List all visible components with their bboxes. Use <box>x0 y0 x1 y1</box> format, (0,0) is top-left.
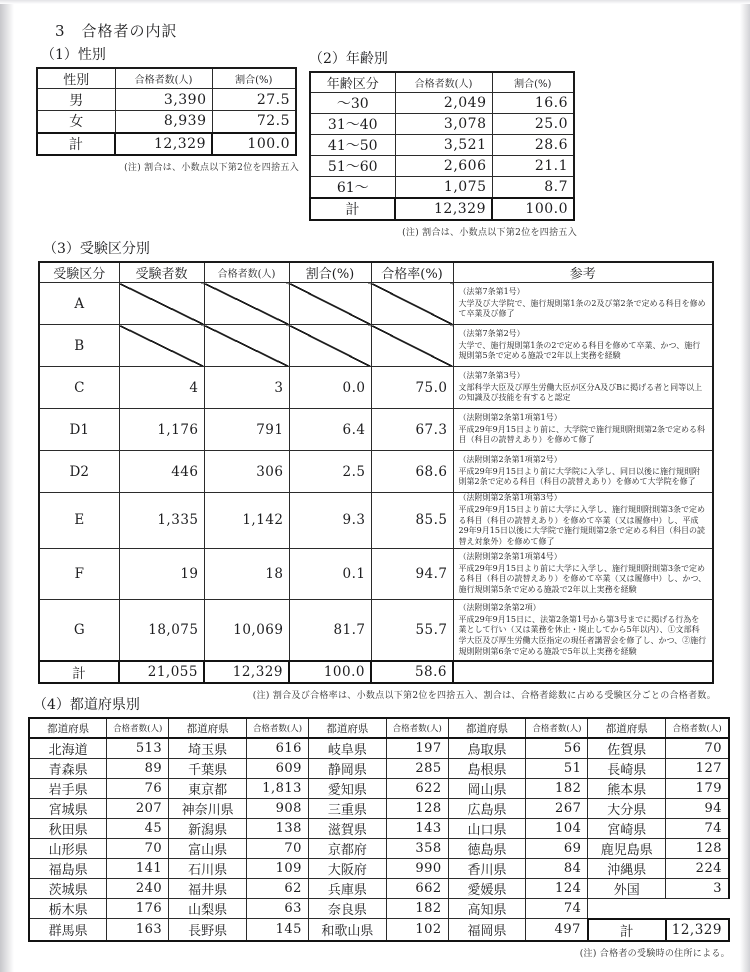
reference-body: 平成29年9月15日より前に、大学院で施行規則附則第2条で定める科目（科目の読替えあり）を修めて修了 <box>458 424 706 445</box>
value-cell: 306 <box>204 451 289 493</box>
column-header: 受験区分 <box>39 262 119 283</box>
column-header: 割合(%) <box>492 72 574 93</box>
reference-title: （法第7条第2号） <box>458 328 525 338</box>
category-code-cell: D1 <box>39 409 119 451</box>
total-row <box>37 133 296 155</box>
table-row <box>39 493 713 549</box>
table-row <box>39 325 713 367</box>
prefecture-count-cell: 102 <box>386 919 448 941</box>
total-value-cell: 12,329 <box>204 661 289 683</box>
column-header: 都道府県 <box>308 718 386 738</box>
column-header: 合格者数(人) <box>247 718 309 738</box>
prefecture-name-cell: 沖縄県 <box>588 859 666 879</box>
prefecture-name-cell: 長崎県 <box>588 759 666 779</box>
value-cell: 8.7 <box>492 177 574 199</box>
prefecture-count-cell: 990 <box>386 859 448 879</box>
gender-section <box>36 44 299 173</box>
value-cell: 18 <box>204 548 289 599</box>
reference-cell <box>453 325 713 367</box>
row-label-cell: 51～60 <box>310 156 395 177</box>
prefecture-name-cell: 三重県 <box>308 799 386 819</box>
value-cell: 72.5 <box>212 111 296 133</box>
prefecture-name-cell: 外国 <box>588 879 666 899</box>
value-cell: 2,606 <box>395 156 492 177</box>
total-label-cell: 計 <box>39 661 119 683</box>
value-cell: 8,939 <box>115 111 212 133</box>
empty-cell <box>666 899 729 919</box>
prefecture-name-cell: 香川県 <box>448 859 526 879</box>
reference-cell <box>453 548 713 599</box>
total-value-cell: 12,329 <box>115 133 212 155</box>
empty-reference-cell <box>453 661 713 683</box>
reference-title: （法附則第2条第2項） <box>458 602 541 612</box>
value-cell: 75.0 <box>371 367 453 409</box>
total-row <box>310 198 574 220</box>
total-row <box>39 661 713 683</box>
prefecture-name-cell: 愛知県 <box>308 779 386 799</box>
table-row <box>39 283 713 325</box>
prefecture-count-cell: 104 <box>526 819 588 839</box>
prefecture-count-cell: 128 <box>386 799 448 819</box>
prefecture-name-cell: 茨城県 <box>29 879 107 899</box>
value-cell: 3,390 <box>115 89 212 111</box>
category-section <box>38 238 716 701</box>
column-header: 合格者数(人) <box>204 262 289 283</box>
prefecture-name-cell: 岩手県 <box>29 779 107 799</box>
prefecture-name-cell: 山梨県 <box>169 899 247 919</box>
prefecture-count-cell: 62 <box>247 879 309 899</box>
table-row <box>39 367 713 409</box>
prefecture-name-cell: 滋賀県 <box>308 819 386 839</box>
prefecture-name-cell: 徳島県 <box>448 839 526 859</box>
prefecture-count-cell: 76 <box>107 779 169 799</box>
value-cell: 1,075 <box>395 177 492 199</box>
prefecture-count-cell: 207 <box>107 799 169 819</box>
age-section-heading: （2）年齢別 <box>309 51 388 67</box>
total-value-cell: 12,329 <box>666 919 729 941</box>
table-row <box>310 135 574 156</box>
value-cell: 1,335 <box>119 493 204 549</box>
prefecture-table-note: (注) 合格者の受験時の住所による。 <box>579 948 730 959</box>
category-table-note: (注) 割合及び合格率は、小数点以下第2位を四捨五入、割合は、合格者総数に占める受験区分ごとの合格者数。 <box>252 691 716 702</box>
gender-table-head <box>37 68 296 89</box>
category-code-cell: G <box>39 599 119 661</box>
prefecture-name-cell: 富山県 <box>169 839 247 859</box>
value-cell: 19 <box>119 548 204 599</box>
table-row <box>39 599 713 661</box>
column-header: 年齢区分 <box>310 72 395 93</box>
prefecture-name-cell: 佐賀県 <box>588 738 666 759</box>
row-label-cell: 61～ <box>310 177 395 199</box>
prefecture-count-cell: 497 <box>526 919 588 941</box>
diagonal-cell <box>289 283 371 325</box>
prefecture-section-heading: （4）都道府県別 <box>33 697 140 713</box>
total-value-cell: 100.0 <box>289 661 371 683</box>
prefecture-count-cell: 285 <box>386 759 448 779</box>
table-row <box>39 548 713 599</box>
scan-edge-left <box>0 0 14 972</box>
reference-title: （法第7条第1号） <box>458 286 525 296</box>
prefecture-count-cell: 908 <box>247 799 309 819</box>
prefecture-count-cell: 69 <box>526 839 588 859</box>
reference-body: 平成29年9月15日より前に大学院に入学し、同日以後に施行規則附則第2条で定める科目（科目の読替えあり）を修めて大学院を修了 <box>458 466 700 487</box>
prefecture-name-cell: 鳥取県 <box>448 738 526 759</box>
prefecture-count-cell: 616 <box>247 738 309 759</box>
table-row <box>37 89 296 111</box>
diagonal-cell <box>371 325 453 367</box>
header-row <box>37 68 296 89</box>
reference-title: （法附則第2条第1項第1号） <box>458 412 562 422</box>
prefecture-section <box>28 694 730 959</box>
prefecture-name-cell: 広島県 <box>448 799 526 819</box>
table-row <box>29 919 729 941</box>
prefecture-name-cell: 高知県 <box>448 899 526 919</box>
reference-cell <box>453 367 713 409</box>
reference-cell <box>453 493 713 549</box>
diagonal-cell <box>119 283 204 325</box>
reference-body: 大学で、施行規則第1条の2で定める科目を修めて卒業、かつ、施行規則第5条で定める施設で2年以上実務を経験 <box>458 340 701 361</box>
header-row <box>29 718 729 738</box>
reference-body: 平成29年9月15日に、法第2条第1号から第3号までに掲げる行為を業として行い（又は業務を休止・廃止してから5年以内）、①文部科学大臣及び厚生労働大臣指定の現任者講習会を修了し、かつ、②施行規則附則第6条で定める施設で5年以上実務を経験 <box>458 614 707 656</box>
reference-title: （法第7条第3号） <box>458 370 525 380</box>
value-cell: 6.4 <box>289 409 371 451</box>
prefecture-count-cell: 1,813 <box>247 779 309 799</box>
prefecture-name-cell: 愛媛県 <box>448 879 526 899</box>
table-row <box>37 111 296 133</box>
prefecture-count-cell: 163 <box>107 919 169 941</box>
prefecture-count-cell: 143 <box>386 819 448 839</box>
column-header: 合格者数(人) <box>395 72 492 93</box>
diagonal-cell <box>204 283 289 325</box>
prefecture-count-cell: 513 <box>107 738 169 759</box>
prefecture-count-cell: 609 <box>247 759 309 779</box>
category-table-head <box>39 262 713 283</box>
table-row <box>29 859 729 879</box>
column-header: 都道府県 <box>588 718 666 738</box>
column-header: 性別 <box>37 68 115 89</box>
reference-body: 大学及び大学院で、施行規則第1条の2及び第2条で定める科目を修めて卒業及び修了 <box>458 298 706 319</box>
table-row <box>29 819 729 839</box>
scan-edge-top <box>0 0 750 4</box>
prefecture-count-cell: 74 <box>526 899 588 919</box>
prefecture-count-cell: 51 <box>526 759 588 779</box>
prefecture-name-cell: 新潟県 <box>169 819 247 839</box>
reference-title: （法附則第2条第1項第2号） <box>458 454 562 464</box>
value-cell: 2.5 <box>289 451 371 493</box>
category-code-cell: B <box>39 325 119 367</box>
prefecture-count-cell: 145 <box>247 919 309 941</box>
category-code-cell: A <box>39 283 119 325</box>
value-cell: 0.0 <box>289 367 371 409</box>
gender-table-note: (注) 割合は、小数点以下第2位を四捨五入 <box>124 162 299 173</box>
prefecture-name-cell: 岡山県 <box>448 779 526 799</box>
table-row <box>29 899 729 919</box>
value-cell: 67.3 <box>371 409 453 451</box>
reference-body: 文部科学大臣及び厚生労働大臣が区分A及びBに掲げる者と同等以上の知識及び技能を有すると認定 <box>458 382 703 403</box>
prefecture-name-cell: 神奈川県 <box>169 799 247 819</box>
prefecture-count-cell: 622 <box>386 779 448 799</box>
column-header: 都道府県 <box>448 718 526 738</box>
prefecture-name-cell: 熊本県 <box>588 779 666 799</box>
prefecture-count-cell: 141 <box>107 859 169 879</box>
table-row <box>310 93 574 114</box>
prefecture-name-cell: 東京都 <box>169 779 247 799</box>
column-header: 合格者数(人) <box>666 718 729 738</box>
row-label-cell: ～30 <box>310 93 395 114</box>
prefecture-name-cell: 群馬県 <box>29 919 107 941</box>
column-header: 合格者数(人) <box>115 68 212 89</box>
empty-cell <box>588 899 666 919</box>
header-row <box>310 72 574 93</box>
table-row <box>39 409 713 451</box>
column-header: 合格率(%) <box>371 262 453 283</box>
diagonal-cell <box>289 325 371 367</box>
prefecture-name-cell: 北海道 <box>29 738 107 759</box>
table-row <box>29 759 729 779</box>
column-header: 合格者数(人) <box>107 718 169 738</box>
column-header: 割合(%) <box>212 68 296 89</box>
value-cell: 446 <box>119 451 204 493</box>
category-code-cell: C <box>39 367 119 409</box>
reference-cell <box>453 283 713 325</box>
prefecture-count-cell: 662 <box>386 879 448 899</box>
value-cell: 27.5 <box>212 89 296 111</box>
prefecture-count-cell: 3 <box>666 879 729 899</box>
row-label-cell: 41～50 <box>310 135 395 156</box>
value-cell: 18,075 <box>119 599 204 661</box>
scan-edge-right <box>740 0 750 972</box>
column-header: 都道府県 <box>169 718 247 738</box>
value-cell: 94.7 <box>371 548 453 599</box>
prefecture-name-cell: 山口県 <box>448 819 526 839</box>
category-code-cell: F <box>39 548 119 599</box>
prefecture-name-cell: 兵庫県 <box>308 879 386 899</box>
prefecture-name-cell: 福井県 <box>169 879 247 899</box>
column-header: 割合(%) <box>289 262 371 283</box>
age-table-note: (注) 割合は、小数点以下第2位を四捨五入 <box>402 228 577 238</box>
value-cell: 791 <box>204 409 289 451</box>
prefecture-count-cell: 182 <box>386 899 448 919</box>
table-row <box>39 451 713 493</box>
total-value-cell: 100.0 <box>212 133 296 155</box>
prefecture-name-cell: 奈良県 <box>308 899 386 919</box>
prefecture-count-cell: 56 <box>526 738 588 759</box>
prefecture-name-cell: 福島県 <box>29 859 107 879</box>
prefecture-count-cell: 74 <box>666 819 729 839</box>
value-cell: 3 <box>204 367 289 409</box>
prefecture-name-cell: 大阪府 <box>308 859 386 879</box>
age-table-head <box>310 72 574 93</box>
column-header: 受験者数 <box>119 262 204 283</box>
value-cell: 25.0 <box>492 114 574 135</box>
prefecture-count-cell: 94 <box>666 799 729 819</box>
prefecture-name-cell: 福岡県 <box>448 919 526 941</box>
category-table <box>38 261 714 684</box>
prefecture-name-cell: 大分県 <box>588 799 666 819</box>
table-row <box>310 156 574 177</box>
value-cell: 81.7 <box>289 599 371 661</box>
value-cell: 1,142 <box>204 493 289 549</box>
prefecture-name-cell: 千葉県 <box>169 759 247 779</box>
table-row <box>310 114 574 135</box>
total-label-cell: 計 <box>310 198 395 220</box>
prefecture-count-cell: 127 <box>666 759 729 779</box>
column-header: 都道府県 <box>29 718 107 738</box>
total-value-cell: 21,055 <box>119 661 204 683</box>
prefecture-name-cell: 宮崎県 <box>588 819 666 839</box>
prefecture-count-cell: 224 <box>666 859 729 879</box>
prefecture-count-cell: 124 <box>526 879 588 899</box>
prefecture-table-head <box>29 718 729 738</box>
prefecture-count-cell: 70 <box>247 839 309 859</box>
prefecture-count-cell: 89 <box>107 759 169 779</box>
value-cell: 16.6 <box>492 93 574 114</box>
gender-table-body <box>37 89 296 155</box>
value-cell: 21.1 <box>492 156 574 177</box>
value-cell: 10,069 <box>204 599 289 661</box>
prefecture-count-cell: 109 <box>247 859 309 879</box>
column-header: 合格者数(人) <box>526 718 588 738</box>
row-label-cell: 31～40 <box>310 114 395 135</box>
page-title: 3 合格者の内訳 <box>55 22 178 40</box>
prefecture-name-cell: 栃木県 <box>29 899 107 919</box>
reference-body: 平成29年9月15日より前に大学に入学し、施行規則附則第3条で定める科目（科目の読替えあり）を修めて卒業（又は履修中）し、かつ、施行規則第5条で定める施設で2年以上実務を経験 <box>458 563 707 595</box>
age-table <box>309 71 575 221</box>
prefecture-count-cell: 358 <box>386 839 448 859</box>
prefecture-name-cell: 青森県 <box>29 759 107 779</box>
reference-body: 平成29年9月15日より前に大学に入学し、施行規則附則第3条で定める科目（科目の読替えあり）を修めて卒業（又は履修中）し、平成29年9月15日以後に大学院で施行規則第2条で定める科目（科目の読替え対象外）を修めて修了 <box>458 504 706 547</box>
prefecture-count-cell: 84 <box>526 859 588 879</box>
prefecture-count-cell: 176 <box>107 899 169 919</box>
total-label-cell: 計 <box>37 133 115 155</box>
prefecture-name-cell: 島根県 <box>448 759 526 779</box>
prefecture-count-cell: 179 <box>666 779 729 799</box>
column-header: 参考 <box>453 262 713 283</box>
table-row <box>310 177 574 199</box>
table-row <box>29 738 729 759</box>
value-cell: 0.1 <box>289 548 371 599</box>
reference-cell <box>453 451 713 493</box>
age-table-body <box>310 93 574 221</box>
prefecture-count-cell: 182 <box>526 779 588 799</box>
value-cell: 85.5 <box>371 493 453 549</box>
category-code-cell: D2 <box>39 451 119 493</box>
value-cell: 28.6 <box>492 135 574 156</box>
age-section <box>309 48 577 238</box>
prefecture-name-cell: 岐阜県 <box>308 738 386 759</box>
row-label-cell: 男 <box>37 89 115 111</box>
value-cell: 1,176 <box>119 409 204 451</box>
total-label-cell: 計 <box>588 919 666 941</box>
category-table-body <box>39 283 713 684</box>
value-cell: 3,078 <box>395 114 492 135</box>
table-row <box>29 879 729 899</box>
prefecture-count-cell: 267 <box>526 799 588 819</box>
total-value-cell: 100.0 <box>492 198 574 220</box>
value-cell: 4 <box>119 367 204 409</box>
prefecture-table-body <box>29 738 729 941</box>
prefecture-name-cell: 京都府 <box>308 839 386 859</box>
value-cell: 9.3 <box>289 493 371 549</box>
prefecture-count-cell: 45 <box>107 819 169 839</box>
gender-table <box>36 67 297 156</box>
prefecture-count-cell: 63 <box>247 899 309 919</box>
prefecture-name-cell: 秋田県 <box>29 819 107 839</box>
category-code-cell: E <box>39 493 119 549</box>
prefecture-name-cell: 長野県 <box>169 919 247 941</box>
row-label-cell: 女 <box>37 111 115 133</box>
prefecture-count-cell: 197 <box>386 738 448 759</box>
prefecture-count-cell: 70 <box>666 738 729 759</box>
diagonal-cell <box>204 325 289 367</box>
prefecture-name-cell: 石川県 <box>169 859 247 879</box>
prefecture-name-cell: 和歌山県 <box>308 919 386 941</box>
reference-title: （法附則第2条第1項第4号） <box>458 551 562 561</box>
table-row <box>29 799 729 819</box>
table-row <box>29 839 729 859</box>
prefecture-table <box>28 717 730 942</box>
value-cell: 3,521 <box>395 135 492 156</box>
prefecture-count-cell: 70 <box>107 839 169 859</box>
value-cell: 2,049 <box>395 93 492 114</box>
header-row <box>39 262 713 283</box>
table-row <box>29 779 729 799</box>
value-cell: 55.7 <box>371 599 453 661</box>
reference-cell <box>453 599 713 661</box>
prefecture-name-cell: 鹿児島県 <box>588 839 666 859</box>
total-value-cell: 12,329 <box>395 198 492 220</box>
prefecture-count-cell: 240 <box>107 879 169 899</box>
total-value-cell: 58.6 <box>371 661 453 683</box>
column-header: 合格者数(人) <box>386 718 448 738</box>
gender-section-heading: （1）性別 <box>41 47 106 63</box>
diagonal-cell <box>371 283 453 325</box>
value-cell: 68.6 <box>371 451 453 493</box>
category-section-heading: （3）受験区分別 <box>43 241 150 257</box>
reference-title: （法附則第2条第1項第3号） <box>458 493 562 502</box>
prefecture-name-cell: 埼玉県 <box>169 738 247 759</box>
prefecture-count-cell: 128 <box>666 839 729 859</box>
prefecture-name-cell: 静岡県 <box>308 759 386 779</box>
prefecture-count-cell: 138 <box>247 819 309 839</box>
prefecture-name-cell: 宮城県 <box>29 799 107 819</box>
diagonal-cell <box>119 325 204 367</box>
reference-cell <box>453 409 713 451</box>
prefecture-name-cell: 山形県 <box>29 839 107 859</box>
